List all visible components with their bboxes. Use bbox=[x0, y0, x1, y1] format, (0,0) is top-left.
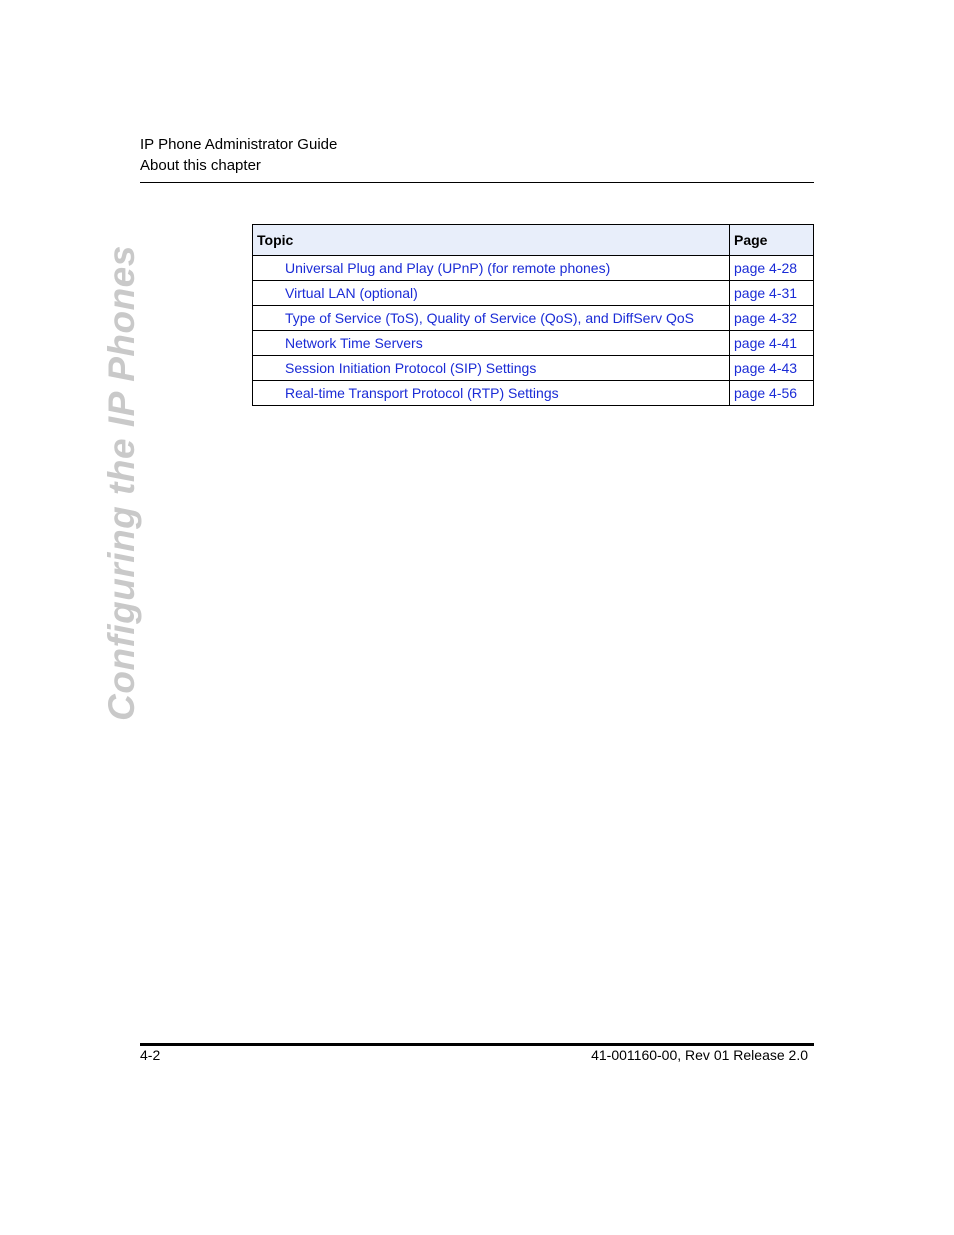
header-title: IP Phone Administrator Guide bbox=[140, 136, 338, 153]
table-row bbox=[253, 356, 814, 381]
topic-link[interactable]: Type of Service (ToS), Quality of Service (QoS), and DiffServ QoS bbox=[253, 306, 730, 331]
page-column-header: Page bbox=[730, 225, 814, 256]
page-link[interactable]: page 4-56 bbox=[730, 381, 814, 406]
table-row bbox=[253, 256, 814, 281]
page-link[interactable]: page 4-28 bbox=[730, 256, 814, 281]
topic-link[interactable]: Virtual LAN (optional) bbox=[253, 281, 730, 306]
table-row bbox=[253, 281, 814, 306]
page-link[interactable]: page 4-41 bbox=[730, 331, 814, 356]
table-row bbox=[253, 381, 814, 406]
topic-column-header: Topic bbox=[253, 225, 730, 256]
header-subtitle: About this chapter bbox=[140, 157, 261, 174]
page-link[interactable]: page 4-31 bbox=[730, 281, 814, 306]
chapter-side-tab: Configuring the IP Phones bbox=[101, 245, 142, 721]
header-divider bbox=[140, 182, 814, 183]
topics-table bbox=[252, 224, 814, 406]
table-header-row bbox=[253, 225, 814, 256]
table-row bbox=[253, 306, 814, 331]
topic-link[interactable]: Real-time Transport Protocol (RTP) Settings bbox=[253, 381, 730, 406]
table-row bbox=[253, 331, 814, 356]
page-link[interactable]: page 4-43 bbox=[730, 356, 814, 381]
footer-divider bbox=[140, 1043, 814, 1046]
topic-link[interactable]: Universal Plug and Play (UPnP) (for remote phones) bbox=[253, 256, 730, 281]
topic-link[interactable]: Session Initiation Protocol (SIP) Settings bbox=[253, 356, 730, 381]
page-link[interactable]: page 4-32 bbox=[730, 306, 814, 331]
page-number: 4-2 bbox=[140, 1047, 161, 1063]
document-id: 41-001160-00, Rev 01 Release 2.0 bbox=[591, 1047, 808, 1063]
topic-link[interactable]: Network Time Servers bbox=[253, 331, 730, 356]
